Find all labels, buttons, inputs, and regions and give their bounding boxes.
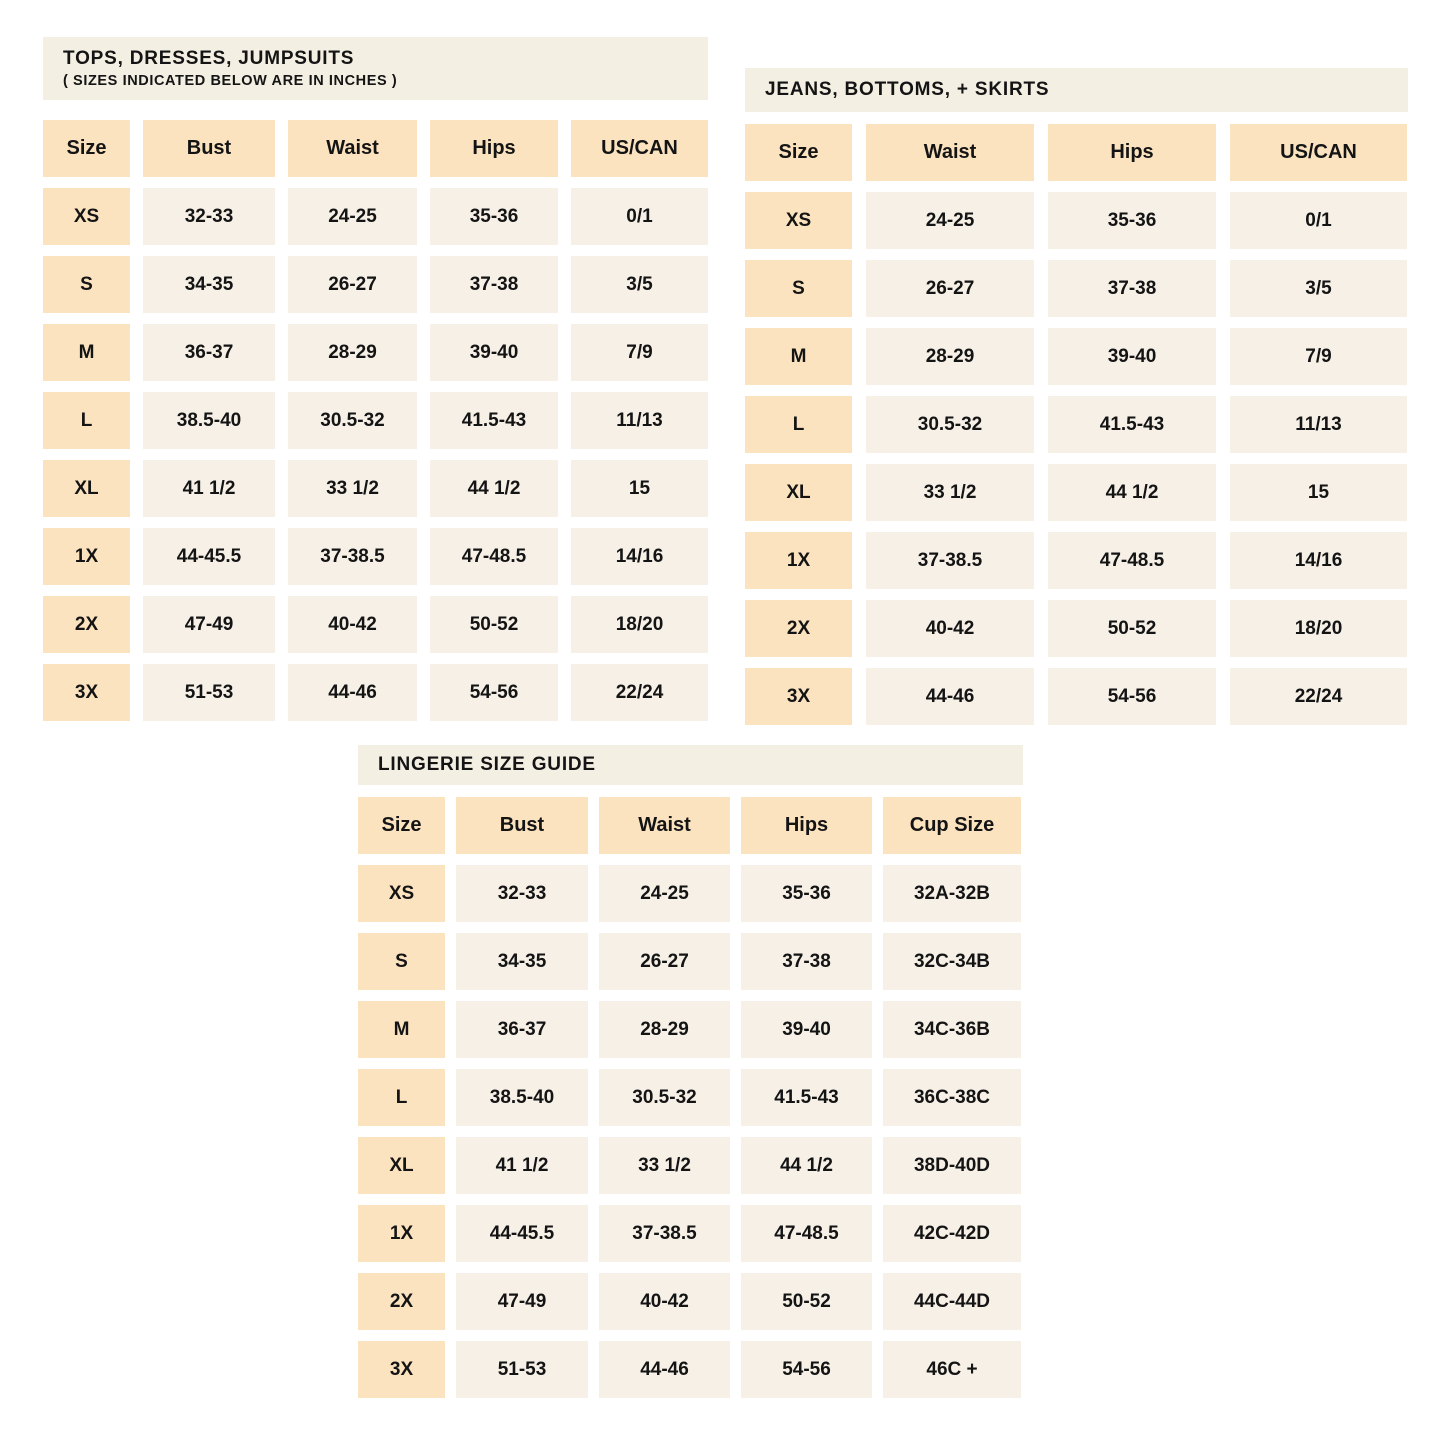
measurement-cell: 44-46 xyxy=(288,664,417,721)
measurement-cell: 26-27 xyxy=(599,933,730,990)
measurement-cell: 32C-34B xyxy=(883,933,1021,990)
measurement-cell: 18/20 xyxy=(1230,600,1407,657)
size-label-cell: XL xyxy=(358,1137,445,1194)
size-label-cell: L xyxy=(358,1069,445,1126)
column-header-cell: Waist xyxy=(288,120,417,177)
size-label-cell: L xyxy=(745,396,852,453)
size-label-cell: 2X xyxy=(745,600,852,657)
measurement-cell: 22/24 xyxy=(1230,668,1407,725)
size-label-cell: XL xyxy=(43,460,130,517)
measurement-cell: 30.5-32 xyxy=(866,396,1034,453)
size-label-cell: M xyxy=(43,324,130,381)
size-label-cell: S xyxy=(43,256,130,313)
measurement-cell: 34C-36B xyxy=(883,1001,1021,1058)
measurement-cell: 54-56 xyxy=(1048,668,1216,725)
measurement-cell: 34-35 xyxy=(143,256,275,313)
size-label-cell: XS xyxy=(43,188,130,245)
measurement-cell: 42C-42D xyxy=(883,1205,1021,1262)
measurement-cell: 14/16 xyxy=(571,528,708,585)
column-header-cell: US/CAN xyxy=(571,120,708,177)
measurement-cell: 38.5-40 xyxy=(456,1069,588,1126)
measurement-cell: 33 1/2 xyxy=(866,464,1034,521)
size-label-cell: XL xyxy=(745,464,852,521)
measurement-cell: 26-27 xyxy=(288,256,417,313)
measurement-cell: 36-37 xyxy=(143,324,275,381)
measurement-cell: 28-29 xyxy=(288,324,417,381)
measurement-cell: 41.5-43 xyxy=(741,1069,872,1126)
measurement-cell: 18/20 xyxy=(571,596,708,653)
measurement-cell: 32-33 xyxy=(143,188,275,245)
size-label-cell: 3X xyxy=(43,664,130,721)
column-header-cell: Bust xyxy=(456,797,588,854)
measurement-cell: 28-29 xyxy=(599,1001,730,1058)
measurement-cell: 33 1/2 xyxy=(288,460,417,517)
column-header-cell: Cup Size xyxy=(883,797,1021,854)
size-label-cell: 2X xyxy=(358,1273,445,1330)
measurement-cell: 40-42 xyxy=(866,600,1034,657)
lingerie-table-title: LINGERIE SIZE GUIDE xyxy=(378,754,596,776)
measurement-cell: 44 1/2 xyxy=(1048,464,1216,521)
measurement-cell: 39-40 xyxy=(430,324,558,381)
jeans-table-title-banner xyxy=(745,68,1408,112)
measurement-cell: 37-38.5 xyxy=(288,528,417,585)
measurement-cell: 24-25 xyxy=(288,188,417,245)
column-header-cell: US/CAN xyxy=(1230,124,1407,181)
measurement-cell: 11/13 xyxy=(1230,396,1407,453)
measurement-cell: 37-38 xyxy=(741,933,872,990)
measurement-cell: 26-27 xyxy=(866,260,1034,317)
measurement-cell: 50-52 xyxy=(430,596,558,653)
measurement-cell: 30.5-32 xyxy=(288,392,417,449)
measurement-cell: 41.5-43 xyxy=(430,392,558,449)
size-label-cell: L xyxy=(43,392,130,449)
measurement-cell: 3/5 xyxy=(1230,260,1407,317)
tops-table-title-banner xyxy=(43,37,708,100)
jeans-bottoms-skirts-table xyxy=(745,68,1408,725)
measurement-cell: 35-36 xyxy=(741,865,872,922)
measurement-cell: 0/1 xyxy=(571,188,708,245)
column-header-cell: Hips xyxy=(741,797,872,854)
measurement-cell: 3/5 xyxy=(571,256,708,313)
measurement-cell: 44C-44D xyxy=(883,1273,1021,1330)
size-label-cell: M xyxy=(358,1001,445,1058)
measurement-cell: 37-38.5 xyxy=(599,1205,730,1262)
size-label-cell: S xyxy=(358,933,445,990)
column-header-cell: Size xyxy=(358,797,445,854)
jeans-table-title: JEANS, BOTTOMS, + SKIRTS xyxy=(765,79,1050,101)
column-header-cell: Bust xyxy=(143,120,275,177)
jeans-size-grid xyxy=(745,124,1408,725)
size-label-cell: 1X xyxy=(358,1205,445,1262)
measurement-cell: 46C + xyxy=(883,1341,1021,1398)
tops-size-grid xyxy=(43,120,708,721)
measurement-cell: 50-52 xyxy=(1048,600,1216,657)
measurement-cell: 36C-38C xyxy=(883,1069,1021,1126)
measurement-cell: 37-38 xyxy=(1048,260,1216,317)
measurement-cell: 22/24 xyxy=(571,664,708,721)
measurement-cell: 37-38 xyxy=(430,256,558,313)
lingerie-size-guide-table xyxy=(358,745,1023,1398)
measurement-cell: 35-36 xyxy=(430,188,558,245)
size-label-cell: M xyxy=(745,328,852,385)
measurement-cell: 44-45.5 xyxy=(456,1205,588,1262)
measurement-cell: 7/9 xyxy=(1230,328,1407,385)
measurement-cell: 41 1/2 xyxy=(143,460,275,517)
column-header-cell: Hips xyxy=(430,120,558,177)
measurement-cell: 47-49 xyxy=(143,596,275,653)
measurement-cell: 47-49 xyxy=(456,1273,588,1330)
measurement-cell: 28-29 xyxy=(866,328,1034,385)
measurement-cell: 39-40 xyxy=(1048,328,1216,385)
measurement-cell: 34-35 xyxy=(456,933,588,990)
measurement-cell: 15 xyxy=(1230,464,1407,521)
tops-table-subtitle: ( SIZES INDICATED BELOW ARE IN INCHES ) xyxy=(63,73,398,90)
measurement-cell: 47-48.5 xyxy=(741,1205,872,1262)
column-header-cell: Size xyxy=(43,120,130,177)
measurement-cell: 41.5-43 xyxy=(1048,396,1216,453)
tops-dresses-jumpsuits-table xyxy=(43,37,708,721)
measurement-cell: 30.5-32 xyxy=(599,1069,730,1126)
measurement-cell: 38.5-40 xyxy=(143,392,275,449)
measurement-cell: 51-53 xyxy=(143,664,275,721)
measurement-cell: 24-25 xyxy=(599,865,730,922)
measurement-cell: 15 xyxy=(571,460,708,517)
measurement-cell: 44-46 xyxy=(866,668,1034,725)
measurement-cell: 0/1 xyxy=(1230,192,1407,249)
measurement-cell: 50-52 xyxy=(741,1273,872,1330)
measurement-cell: 14/16 xyxy=(1230,532,1407,589)
measurement-cell: 47-48.5 xyxy=(1048,532,1216,589)
measurement-cell: 40-42 xyxy=(288,596,417,653)
measurement-cell: 11/13 xyxy=(571,392,708,449)
measurement-cell: 39-40 xyxy=(741,1001,872,1058)
measurement-cell: 44-46 xyxy=(599,1341,730,1398)
measurement-cell: 35-36 xyxy=(1048,192,1216,249)
measurement-cell: 24-25 xyxy=(866,192,1034,249)
size-label-cell: 1X xyxy=(43,528,130,585)
lingerie-size-grid xyxy=(358,797,1023,1398)
size-label-cell: S xyxy=(745,260,852,317)
size-label-cell: 3X xyxy=(358,1341,445,1398)
measurement-cell: 44 1/2 xyxy=(741,1137,872,1194)
measurement-cell: 38D-40D xyxy=(883,1137,1021,1194)
measurement-cell: 7/9 xyxy=(571,324,708,381)
column-header-cell: Waist xyxy=(599,797,730,854)
measurement-cell: 36-37 xyxy=(456,1001,588,1058)
measurement-cell: 54-56 xyxy=(741,1341,872,1398)
size-label-cell: 2X xyxy=(43,596,130,653)
size-label-cell: XS xyxy=(358,865,445,922)
measurement-cell: 32-33 xyxy=(456,865,588,922)
measurement-cell: 32A-32B xyxy=(883,865,1021,922)
column-header-cell: Hips xyxy=(1048,124,1216,181)
measurement-cell: 47-48.5 xyxy=(430,528,558,585)
measurement-cell: 54-56 xyxy=(430,664,558,721)
measurement-cell: 44-45.5 xyxy=(143,528,275,585)
measurement-cell: 33 1/2 xyxy=(599,1137,730,1194)
measurement-cell: 51-53 xyxy=(456,1341,588,1398)
measurement-cell: 41 1/2 xyxy=(456,1137,588,1194)
tops-table-title: TOPS, DRESSES, JUMPSUITS xyxy=(63,47,355,69)
size-label-cell: 1X xyxy=(745,532,852,589)
column-header-cell: Waist xyxy=(866,124,1034,181)
column-header-cell: Size xyxy=(745,124,852,181)
size-label-cell: 3X xyxy=(745,668,852,725)
measurement-cell: 40-42 xyxy=(599,1273,730,1330)
size-label-cell: XS xyxy=(745,192,852,249)
measurement-cell: 37-38.5 xyxy=(866,532,1034,589)
lingerie-table-title-banner xyxy=(358,745,1023,785)
measurement-cell: 44 1/2 xyxy=(430,460,558,517)
